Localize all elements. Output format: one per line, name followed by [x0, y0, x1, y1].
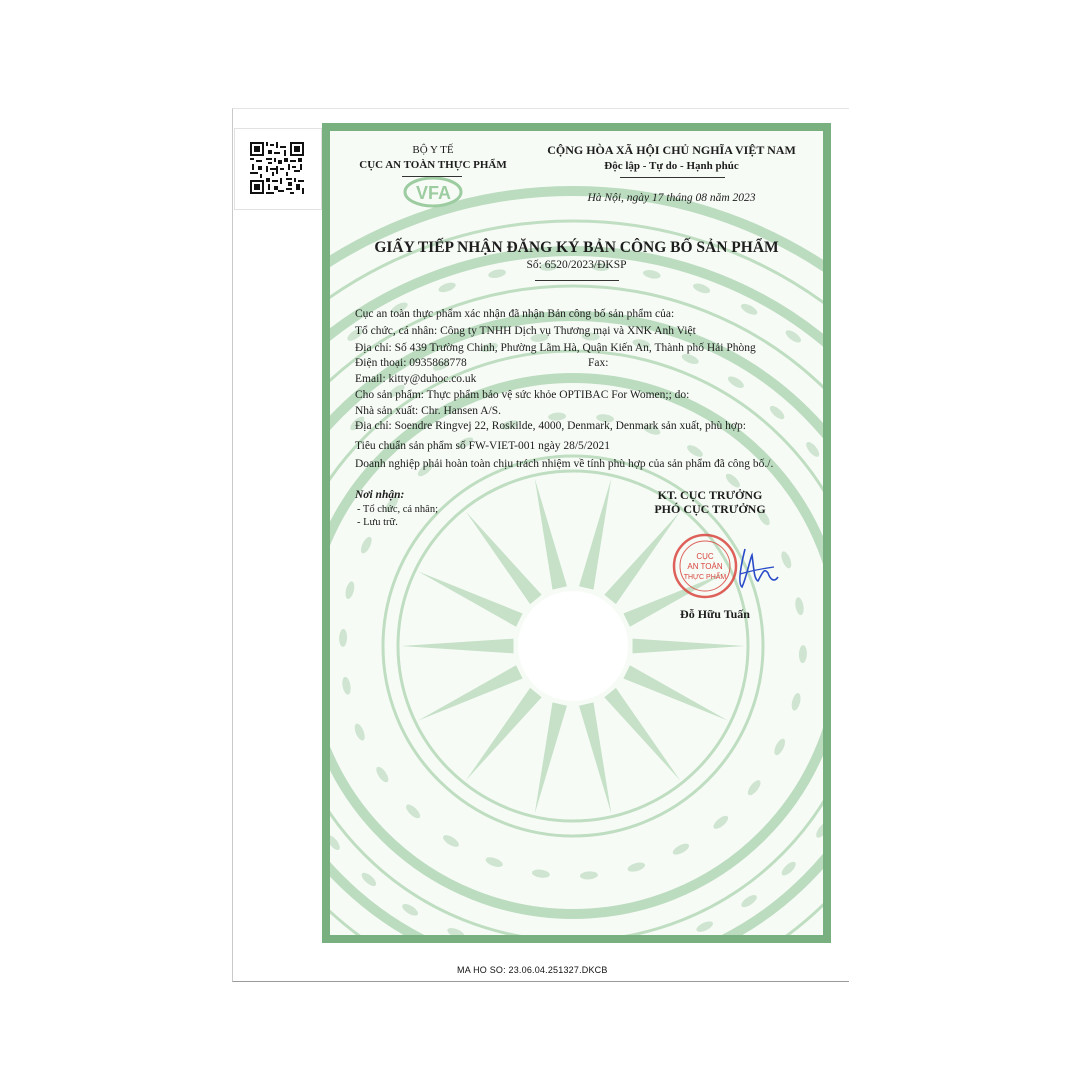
responsibility-line: Doanh nghiệp phải hoàn toàn chịu trách nhiệm về tính phù hợp của sản phẩm đã công bố./.: [355, 458, 774, 470]
drum-star-ray: [623, 665, 728, 720]
certificate-title: GIẤY TIẾP NHẬN ĐĂNG KÝ BẢN CÔNG BỐ SẢN PHẨM: [374, 239, 779, 256]
drum-motif: [799, 645, 808, 663]
national-motto: Độc lập - Tự do - Hạnh phúc: [604, 160, 739, 172]
drum-star-ray: [401, 639, 514, 654]
drum-motif: [531, 868, 550, 878]
phone-line: Điện thoại: 0935868778: [355, 357, 467, 369]
drum-motif: [814, 820, 823, 839]
department-name: CỤC AN TOÀN THỰC PHẨM: [359, 159, 507, 171]
header-left-rule: [402, 176, 462, 177]
drum-motif: [790, 692, 802, 711]
drum-motif: [353, 722, 367, 742]
drum-motif: [484, 855, 504, 869]
drum-motif: [779, 859, 797, 877]
drum-motif: [784, 328, 803, 345]
fax-line: Fax:: [588, 357, 609, 369]
signer-name: Đỗ Hữu Tuấn: [680, 607, 750, 621]
drum-star-ray: [418, 571, 523, 626]
drum-motif: [359, 535, 374, 555]
drum-motif: [437, 281, 457, 294]
drum-motif: [344, 580, 356, 599]
drum-motif: [711, 813, 730, 831]
stamp-line-2: AN TOÀN: [687, 562, 723, 571]
stamp-line-1: CỤC: [696, 552, 714, 561]
drum-motif: [695, 919, 715, 934]
certificate-frame: [322, 123, 831, 943]
drum-star-ray: [633, 639, 746, 654]
issue-date: Hà Nội, ngày 17 tháng 08 năm 2023: [587, 192, 756, 204]
drum-motif: [685, 443, 705, 459]
drum-motif: [768, 404, 787, 422]
recipient-item: - Lưu trữ.: [357, 517, 398, 528]
address-line: Địa chỉ: Số 439 Trường Chinh, Phường Lãm Hà, Quận Kiến An, Thành phố Hải Phòng: [355, 342, 756, 354]
recipient-item: - Tổ chức, cá nhân;: [357, 504, 439, 515]
drum-star-ray: [604, 512, 680, 605]
drum-motif: [724, 471, 743, 489]
drum-star-ray: [579, 702, 611, 813]
stamp-line-3: THỰC PHẨM: [683, 574, 727, 581]
drum-motif: [330, 833, 342, 852]
vfa-logo: VFA: [416, 183, 452, 203]
manufacturer-line: Nhà sản xuất: Chr. Hansen A/S.: [355, 405, 501, 417]
drum-motif: [359, 870, 378, 888]
product-line: Cho sản phẩm: Thực phẩm bảo vệ sức khỏe OPTIBAC For Women;; do:: [355, 389, 690, 401]
drum-star-ray: [466, 688, 542, 781]
drum-star-ray: [418, 665, 523, 720]
drum-star-ray: [535, 702, 567, 813]
signer-title-2: PHÓ CỤC TRƯỞNG: [654, 502, 766, 516]
drum-motif: [822, 916, 823, 934]
drum-motif: [580, 871, 599, 880]
drum-motif: [794, 597, 805, 616]
dossier-code: MA HO SO: 23.06.04.251327.DKCB: [457, 965, 608, 975]
drum-motif: [739, 893, 758, 910]
drum-motif: [441, 833, 461, 849]
drum-motif: [804, 440, 822, 459]
recipients-heading: Nơi nhận:: [355, 489, 405, 501]
drum-motif: [680, 352, 700, 366]
organization-line: Tổ chức, cá nhân: Công ty TNHH Dịch vụ Thương mại và XNK Anh Việt: [355, 325, 696, 337]
drum-motif: [339, 629, 348, 647]
country-name: CỘNG HÒA XÃ HỘI CHỦ NGHĨA VIỆT NAM: [547, 143, 796, 157]
drum-motif: [446, 926, 466, 935]
manufacturer-address-line: Địa chỉ: Soendre Ringvej 22, Roskilde, 4000, Denmark, Denmark sản xuất, phù hợp:: [355, 420, 746, 432]
drum-motif: [671, 841, 691, 857]
title-rule: [535, 280, 619, 281]
drum-motif: [330, 452, 332, 471]
drum-motif: [400, 902, 420, 918]
drum-star-ray: [604, 688, 680, 781]
drum-motif: [374, 765, 391, 784]
drum-motif: [341, 676, 352, 695]
intro-line: Cục an toàn thực phẩm xác nhận đã nhận Bản công bố sản phẩm của:: [355, 308, 675, 320]
certificate-number: Số: 6520/2023/ĐKSP: [526, 259, 627, 271]
drum-motif: [726, 374, 746, 390]
header-right-rule: [620, 177, 725, 178]
qr-code-icon: [250, 142, 304, 194]
drum-star-ray: [535, 478, 567, 589]
drum-star-ray: [579, 478, 611, 589]
standard-line: Tiêu chuẩn sản phẩm số FW-VIET-001 ngày 28/5/2021: [355, 440, 611, 452]
drum-motif: [739, 302, 759, 317]
certificate-content: [330, 131, 823, 935]
drum-motif: [692, 282, 712, 296]
signer-title-1: KT. CỤC TRƯỞNG: [657, 488, 763, 502]
drum-motif: [772, 737, 787, 757]
drum-motif: [746, 778, 763, 797]
drum-motif: [627, 861, 647, 874]
official-stamp-and-signature: [670, 529, 790, 603]
email-line: Email: kitty@duhoc.co.uk: [355, 373, 477, 385]
drum-motif: [404, 802, 423, 820]
ministry-name: BỘ Y TẾ: [412, 144, 454, 156]
drum-star-ray: [466, 512, 542, 605]
